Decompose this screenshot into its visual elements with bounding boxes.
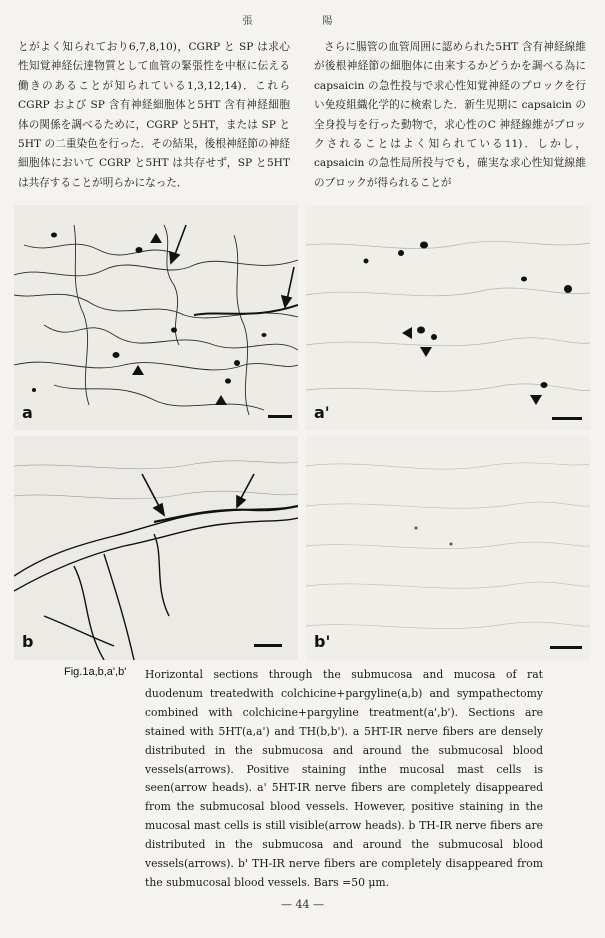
left-column-paragraph: とがよく知られており6,7,8,10)，CGRP と SP は求心性知覚神経伝達物質として血管の緊張性を中枢に伝える働きのあることが知られている1,3,12,14)．これらCGRP および SP 含有神経細胞体と5HT 含有神経細胞体の関係を調べるために，CGRP と5HT，または SP と5HT の二重染色を行った．その結果，後根神経節の神経細胞体において CGRP と5HT は共存せず，SP と5HT は共存することが明らかになった． [18, 41, 290, 189]
figure-panel-a [14, 205, 298, 430]
scale-bar [254, 644, 282, 647]
left-text-column [18, 38, 290, 193]
micrograph-b [14, 436, 298, 660]
figure-panel-b-prime [306, 436, 590, 660]
panel-label-b-prime: b' [314, 632, 331, 651]
panel-label-a: a [22, 403, 33, 422]
scale-bar [552, 417, 582, 420]
panel-label-b: b [22, 632, 34, 651]
figure-caption-label: Fig.1a,b,a',b' [64, 666, 127, 678]
right-text-column [314, 38, 586, 193]
scale-bar [550, 646, 582, 649]
right-column-paragraph: さらに腸管の血管周囲に認められた5HT 含有神経線維が後根神経節の細胞体に由来するかどうかを調べる為に capsaicin の急性投与で求心性知覚神経のブロックを行い免疫組織化学的に検索した．新生児期に capsaicin の全身投与を行った動物で，求心性のC 神経線維がブロックされることはよく知られている11)．しかし，capsaicin の急性局所投与でも，確実な求心性知覚線維のブロックが得られることが [314, 41, 586, 189]
micrograph-b-prime [306, 436, 590, 660]
figure-panel-b [14, 436, 298, 660]
figure-panel-a-prime [306, 205, 590, 430]
micrograph-a-prime [306, 205, 590, 430]
running-header: 張 陽 [242, 16, 363, 27]
micrograph-a [14, 205, 298, 430]
page-number: — 44 — [281, 898, 324, 911]
scale-bar [268, 415, 292, 418]
figure-caption: Horizontal sections through the submucosa and mucosa of rat duodenum treatedwith colchicine+pargyline(a,b) and sympathectomy combined with colchicine+pargyline treatment(a',b'). Sections are stained with 5HT(a,a') and TH(b,b'). a 5HT-IR nerve fibers are densely distributed in the submucosa and around the submucosal blood vessels(arrows). Positive staining inthe mucosal mast cells is seen(arrow heads). a' 5HT-IR nerve fibers are completely disappeared from the submucosal blood vessels. However, positive staining in the mucosal mast cells is still visible(arrow heads). b TH-IR nerve fibers are distributed in the submucosa and around the submucosal blood vessels(arrows). b' TH-IR nerve fibers are completely disappeared from the submucosal blood vessels. Bars =50 μm. [145, 668, 543, 889]
panel-label-a-prime: a' [314, 403, 330, 422]
